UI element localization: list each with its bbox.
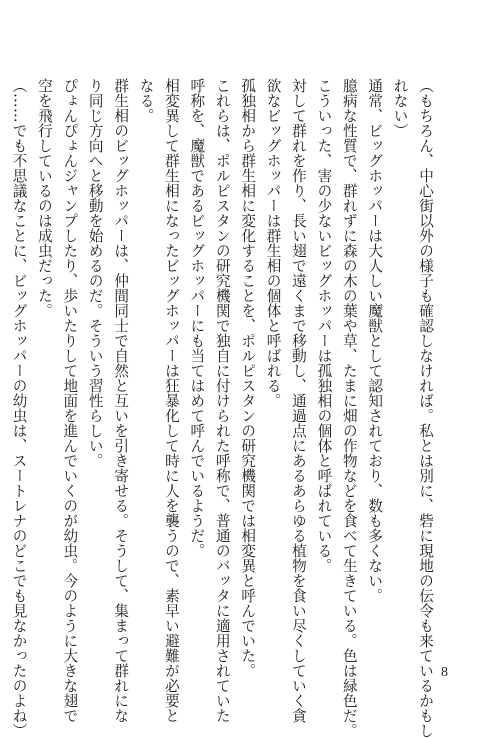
text-line: 臆病な性質で、群れずに森の木の葉や草、たまに畑の作物などを食べて生きている。色は緑色だ。 xyxy=(340,78,358,738)
page-number: 8 xyxy=(441,665,448,680)
text-line: （……でも不思議なことに、ビッグホッパーの幼虫は、スートレナのどこでも見なかったのよね） xyxy=(10,78,28,738)
body-text xyxy=(6,78,438,738)
text-line: 群生相のビッグホッパーは、仲間同士で自然と互いを引き寄せる。そうして、集まって群れにな xyxy=(112,78,130,723)
text-line: こういった、害の少ないビッグホッパーは孤独相の個体と呼ばれている。 xyxy=(315,78,333,573)
text-line: 通常、ビッグホッパーは大人しい魔獣として認知されており、数も多くない。 xyxy=(366,78,384,603)
text-line: 空を飛行しているのは成虫だった。 xyxy=(35,78,53,318)
text-line: ぴょんぴょんジャンプしたり、歩いたりして地面を進んでいくのが幼虫。今のように大きな翅で xyxy=(61,78,79,723)
text-line: なる。 xyxy=(137,78,155,123)
text-line: 呼称を、魔獣であるビッグホッパーにも当てはめて呼んでいるようだ。 xyxy=(188,78,206,558)
text-line: 孤独相から群生相に変化することを、ポルピスタンの研究機関では相変異と呼んでいた。 xyxy=(239,78,257,678)
text-line: 相変異して群生相になったビッグホッパーは狂暴化して時に人を襲うので、素早い避難が必要と xyxy=(162,78,180,723)
text-line: り同じ方向へと移動を始めるのだ。そういう習性らしい。 xyxy=(86,78,104,468)
text-line: 対して群れを作り、長い翅で遠くまで移動し、通過点にあるあらゆる植物を食い尽くしていく貪 xyxy=(289,78,307,723)
text-line: 欲なビッグホッパーは群生相の個体と呼ばれる。 xyxy=(264,78,282,408)
text-line: これらは、ポルピスタンの研究機関で独自に付けられた呼称で、普通のバッタに適用されていた xyxy=(213,78,231,723)
text-line: （もちろん、中心街以外の様子も確認しなければ。私とは別に、砦に現地の伝令も来ているかもし xyxy=(417,78,434,738)
text-line: れない） xyxy=(391,78,409,138)
